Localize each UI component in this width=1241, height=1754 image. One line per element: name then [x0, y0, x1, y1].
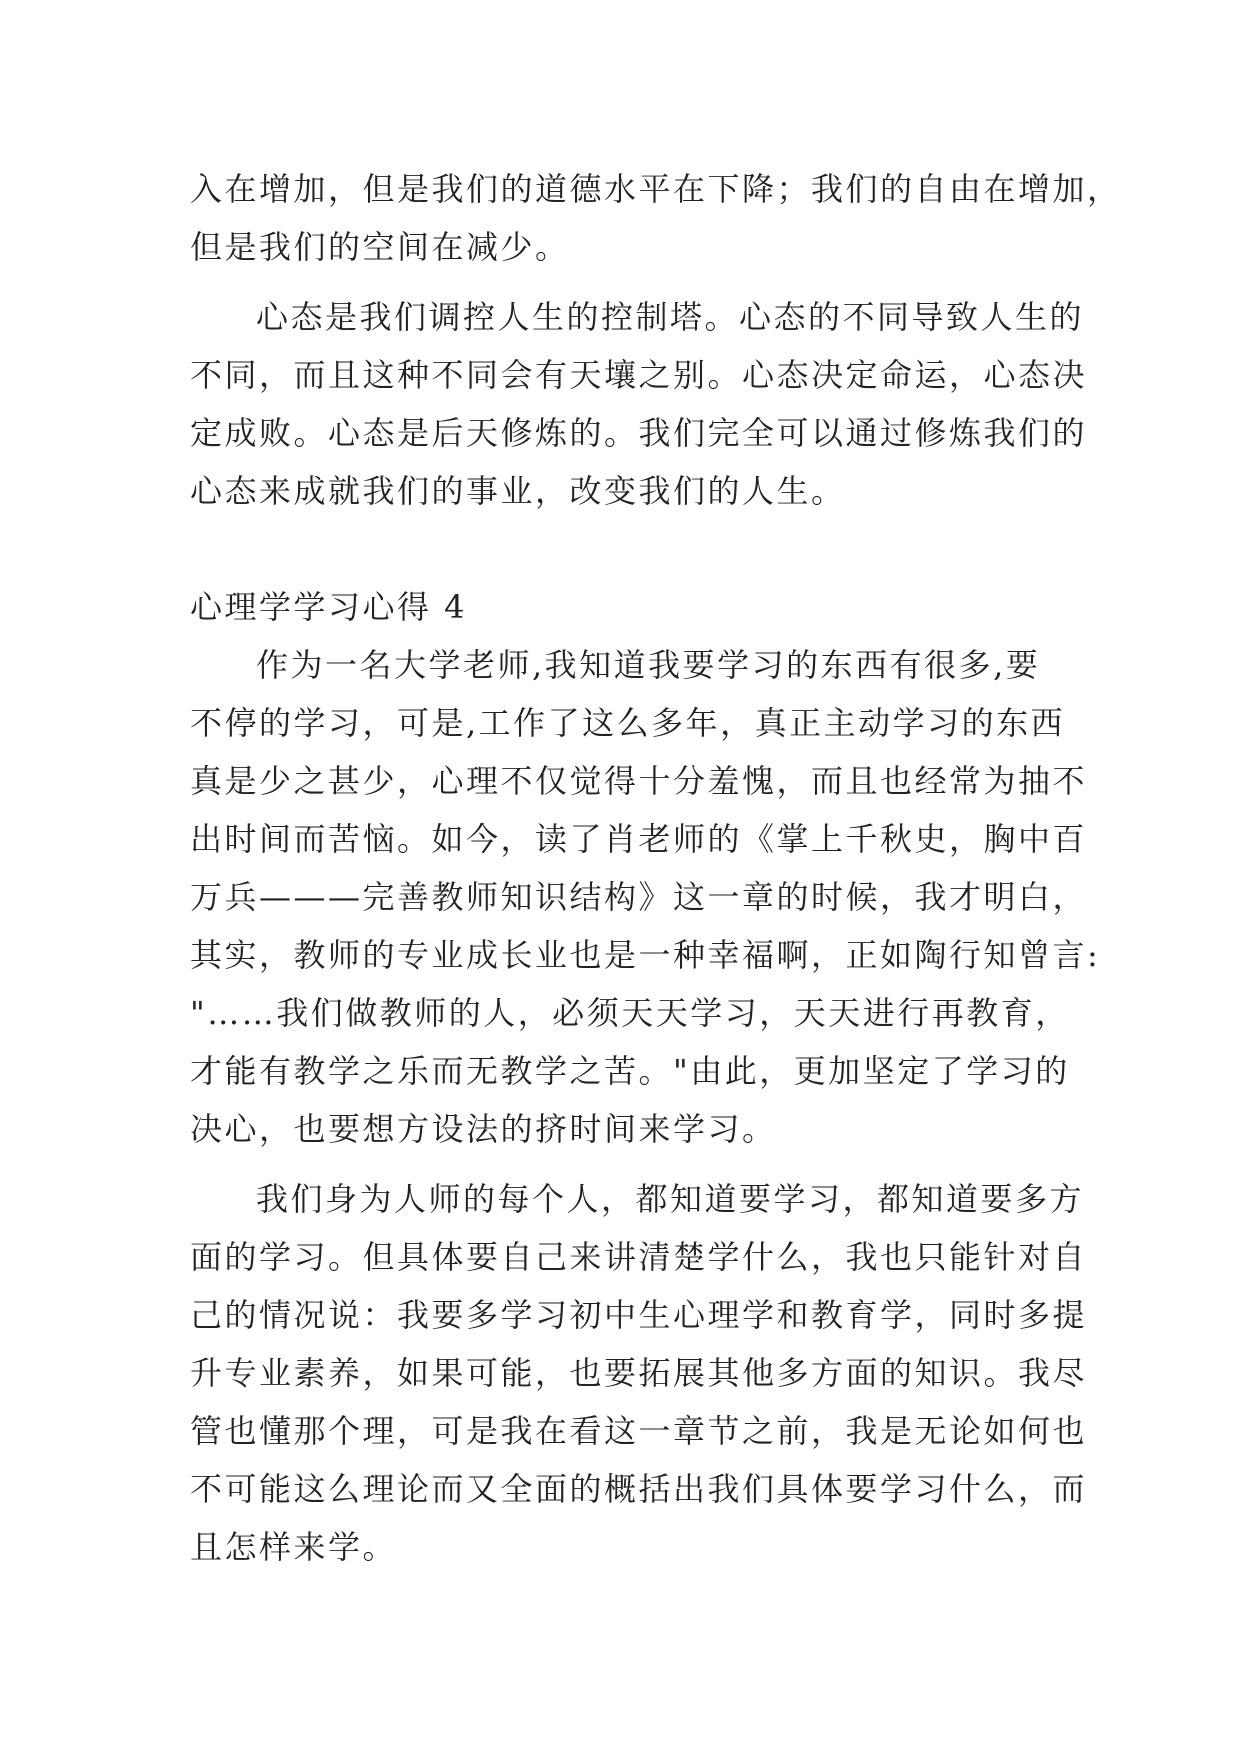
section-title: 心理学学习心得 4: [190, 588, 468, 626]
text-line: 定成败。心态是后天修炼的。我们完全可以通过修炼我们的: [190, 414, 1088, 452]
text-line: 升专业素养，如果可能，也要拓展其他多方面的知识。我尽: [190, 1354, 1088, 1392]
text-line: 作为一名大学老师,我知道我要学习的东西有很多,要: [256, 646, 1041, 684]
text-line: 决心，也要想方设法的挤时间来学习。: [190, 1110, 777, 1148]
text-line: 我们身为人师的每个人，都知道要学习，都知道要多方: [256, 1180, 1085, 1218]
text-line: 但是我们的空间在减少。: [190, 228, 570, 266]
text-line: 不停的学习，可是,工作了这么多年，真正主动学习的东西: [190, 704, 1066, 742]
text-line: 入在增加，但是我们的道德水平在下降；我们的自由在增加，: [190, 170, 1122, 208]
text-line: 心态来成就我们的事业，改变我们的人生。: [190, 472, 846, 510]
text-line: 出时间而苦恼。如今，读了肖老师的《掌上千秋史，胸中百: [190, 820, 1088, 858]
paragraph-learning: [190, 1170, 1088, 1576]
section-heading-block: [190, 578, 1050, 636]
text-line: 且怎样来学。: [190, 1528, 398, 1566]
text-line: 己的情况说：我要多学习初中生心理学和教育学，同时多提: [190, 1296, 1088, 1334]
text-line: 心态是我们调控人生的控制塔。心态的不同导致人生的: [256, 298, 1085, 336]
text-line: 才能有教学之乐而无教学之苦。"由此，更加坚定了学习的: [190, 1052, 1070, 1090]
text-line: 不可能这么理论而又全面的概括出我们具体要学习什么，而: [190, 1470, 1088, 1508]
paragraph-continued: [190, 160, 1122, 276]
text-line: 其实，教师的专业成长业也是一种幸福啊，正如陶行知曾言:: [190, 936, 1101, 974]
text-line: 面的学习。但具体要自己来讲清楚学什么，我也只能针对自: [190, 1238, 1088, 1276]
text-line: 万兵———完善教师知识结构》这一章的时候，我才明白，: [190, 878, 1088, 916]
paragraph-teacher: [190, 636, 1101, 1158]
text-line: 管也懂那个理，可是我在看这一章节之前，我是无论如何也: [190, 1412, 1088, 1450]
text-line: "……我们做教师的人，必须天天学习，天天进行再教育，: [190, 994, 1070, 1032]
paragraph-mindset: [190, 288, 1088, 520]
text-line: 真是少之甚少，心理不仅觉得十分羞愧，而且也经常为抽不: [190, 762, 1088, 800]
document-body: [190, 160, 1122, 1576]
text-line: 不同，而且这种不同会有天壤之别。心态决定命运，心态决: [190, 356, 1088, 394]
